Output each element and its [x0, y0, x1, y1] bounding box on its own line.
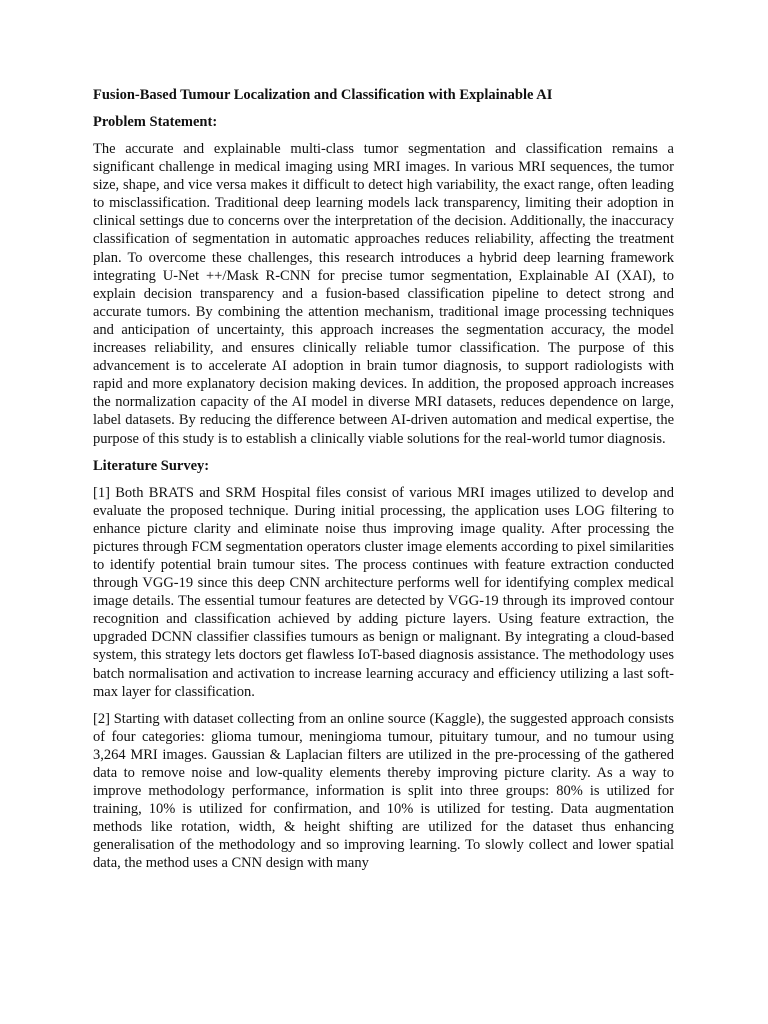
document-page — [93, 86, 674, 882]
problem-statement-heading: Problem Statement: — [93, 114, 218, 130]
literature-paragraph-1: [1] Both BRATS and SRM Hospital files consist of various MRI images utilized to develop and evaluate the proposed technique. During initial processing, the application uses LOG filtering to enhance picture clarity and eliminate noise thus improving image quality. After processing the pictures through FCM segmentation operators cluster image elements according to pixel similarities to identify potential brain tumour sites. The process continues with feature extraction conducted through VGG-19 since this deep CNN architecture performs well for identifying complex medical image details. The essential tumour features are detected by VGG-19 through its improved contour recognition and classification achieved by adding picture layers. Using feature extraction, the upgraded DCNN classifier classifies tumours as benign or malignant. By integrating a cloud-based system, this strategy lets doctors get flawless IoT-based diagnosis assistance. The methodology uses batch normalisation and activation to increase learning accuracy and efficiency utilizing a last soft-max layer for classification. — [93, 484, 674, 700]
literature-survey-heading: Literature Survey: — [93, 457, 210, 474]
problem-statement-paragraph: The accurate and explainable multi-class tumor segmentation and classification remains a significant challenge in medical imaging using MRI images. In various MRI sequences, the tumor size, shape, and vice versa makes it difficult to detect high variability, the exact range, often leading to misclassification. Traditional deep learning models lack transparency, limiting their adoption in clinical settings due to concerns over the interpretation of the decision. Additionally, the inaccuracy classification of segmentation in automatic approaches reduces reliability, affecting the treatment plan. To overcome these challenges, this research introduces a hybrid deep learning framework integrating U-Net ++/Mask R-CNN for precise tumor segmentation, Explainable AI (XAI), to explain decision transparency and a fusion-based classification pipeline to detect strong and accurate tumors. By combining the attention mechanism, traditional image processing techniques and anticipation of uncertainty, this approach increases the segmentation accuracy, the model increases reliability, and ensures clinically reliable tumor classification. The purpose of this advancement is to accelerate AI adoption in brain tumor diagnosis, to support radiologists with rapid and more explanatory decision making devices. In addition, the proposed approach increases the normalization capacity of the AI model in diverse MRI datasets, reduces dependence on large, label datasets. By reducing the difference between AI-driven automation and medical expertise, the purpose of this study is to establish a clinically viable solutions for the real-world tumor diagnosis. — [93, 141, 674, 447]
document-title: Fusion-Based Tumour Localization and Classification with Explainable AI — [93, 87, 553, 103]
literature-paragraph-2: [2] Starting with dataset collecting from an online source (Kaggle), the suggested approach consists of four categories: glioma tumour, meningioma tumour, pituitary tumour, and no tumour using 3,264 MRI images. Gaussian & Laplacian filters are utilized in the pre-processing of the gathered data to remove noise and low-quality elements thereby improving picture clarity. As a way to improve methodology performance, information is split into three groups: 80% is utilized for training, 10% is utilized for confirmation, and 10% is utilized for testing. Data augmentation methods like rotation, width, & height shifting are utilized for the dataset thus enhancing generalisation of the methodology and so improving learning. To slowly collect and lower spatial data, the method uses a CNN design with many — [93, 710, 674, 872]
